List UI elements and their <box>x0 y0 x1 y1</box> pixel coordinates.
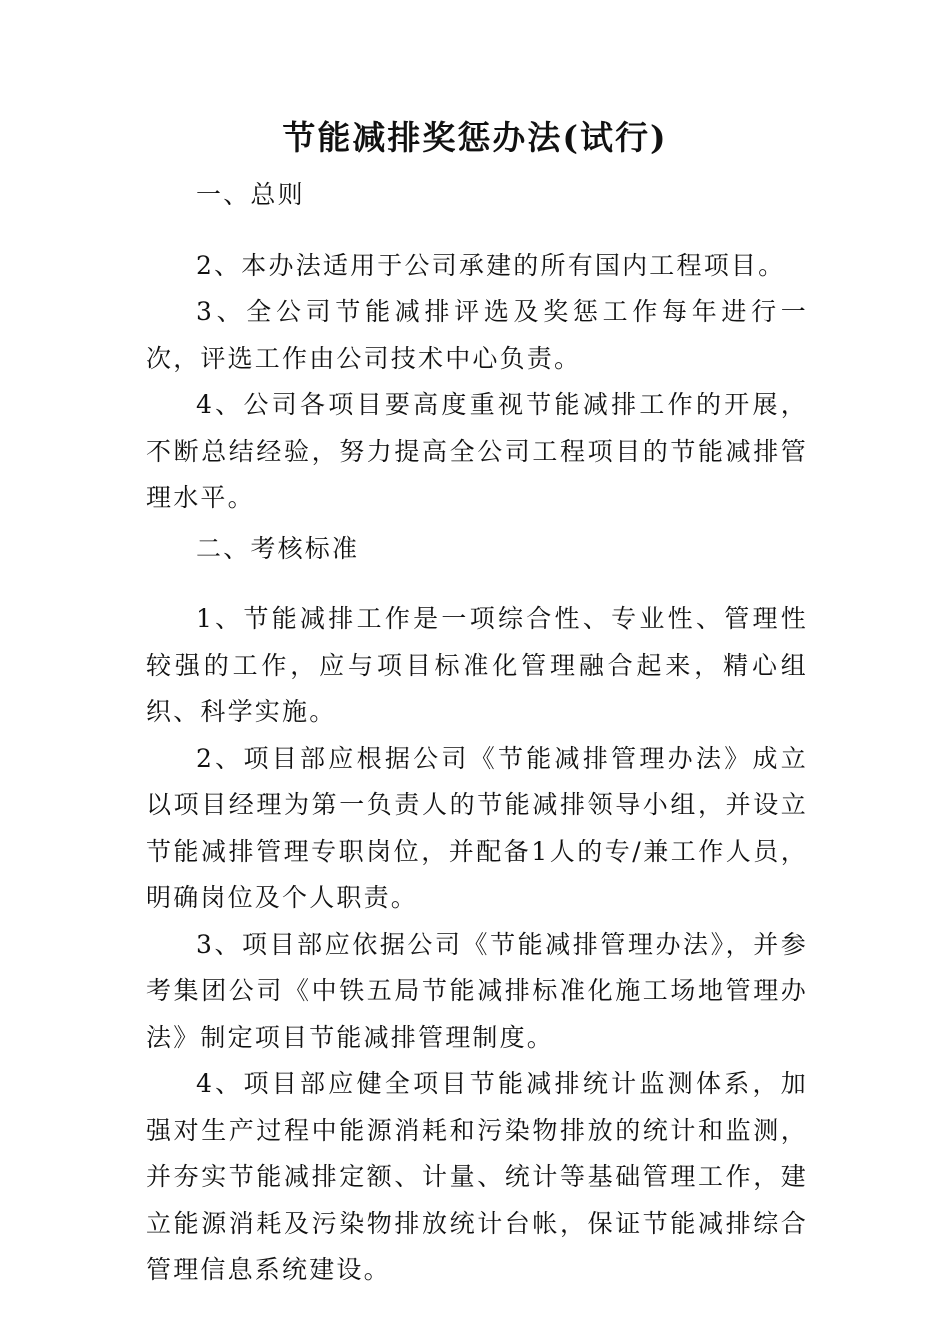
section-heading-assessment: 二、考核标准 <box>196 533 360 563</box>
paragraph: 2、本办法适用于公司承建的所有国内工程项目。 <box>196 250 786 280</box>
document-body <box>146 172 808 1294</box>
paragraph: 4、项目部应健全项目节能减排统计监测体系，加强对生产过程中能源消耗和污染物排放的统计和监测，并夯实节能减排定额、计量、统计等基础管理工作，建立能源消耗及污染物排放统计台帐，保证节能减排综合管理信息系统建设。 <box>146 1069 808 1284</box>
paragraph: 1、节能减排工作是一项综合性、专业性、管理性较强的工作，应与项目标准化管理融合起来，精心组织、科学实施。 <box>146 604 808 726</box>
page-title: 节能减排奖惩办法(试行) <box>282 118 668 157</box>
paragraph: 3、项目部应依据公司《节能减排管理办法》，并参考集团公司《中铁五局节能减排标准化施工场地管理办法》制定项目节能减排管理制度。 <box>146 929 808 1052</box>
paragraph: 2、项目部应根据公司《节能减排管理办法》成立以项目经理为第一负责人的节能减排领导小组，并设立节能减排管理专职岗位，并配备1人的专/兼工作人员，明确岗位及个人职责。 <box>146 743 808 912</box>
paragraph: 4、公司各项目要高度重视节能减排工作的开展，不断总结经验，努力提高全公司工程项目的节能减排管理水平。 <box>146 390 808 512</box>
section-heading-general: 一、总则 <box>196 180 305 209</box>
paragraph: 3、全公司节能减排评选及奖惩工作每年进行一次，评选工作由公司技术中心负责。 <box>146 297 808 373</box>
